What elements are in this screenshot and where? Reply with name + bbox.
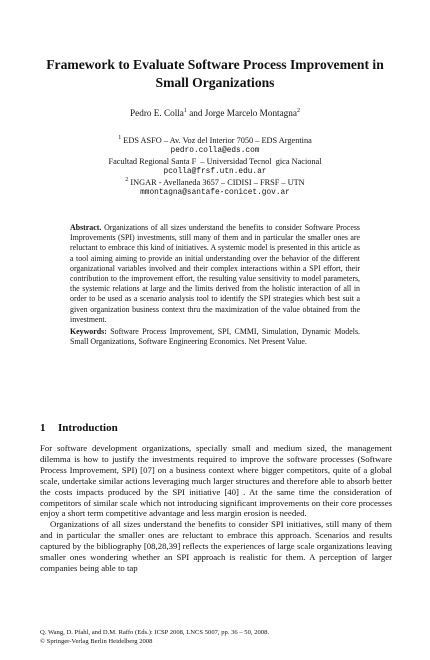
author-email: pcolla@frsf.utn.edu.ar <box>163 168 267 177</box>
paper-title: Framework to Evaluate Software Process Improvement in Small Organizations <box>46 57 384 90</box>
abstract-text: Organizations of all sizes understand the benefits to consider Software Process Improvements (SPI) investments, still many of them and in particular the smaller ones are reluctant to embrace this kind of initiatives. A systemic model is presented in this article as a tool aiming aiming to provide an initial understanding over the behavior of the different organizational variables involved and their complex interactions within a SPI effort, their contribution to the improvement effort, the resulting value sensitivity to model parameters, the systemic relations at large and the limits derived from the holistic interaction of all in order to be used as a scenario analysis tool to identify the SPI strategies which best suit a given organization business context thru the maximization of the value obtained from the investment. <box>70 223 360 324</box>
affiliation-line <box>20 178 410 188</box>
affiliation-superscript: 2 <box>125 176 129 183</box>
author-name: Jorge Marcelo Montagna <box>204 108 297 118</box>
body-text <box>40 443 392 574</box>
abstract <box>70 223 360 325</box>
citation-line: Q. Wang, D. Pfahl, and D.M. Raffo (Eds.): ICSP 2008, LNCS 5007, pp. 36 – 50, 2008. <box>40 629 270 636</box>
author-email: mmontagna@santafe-conicet.gov.ar <box>140 189 290 198</box>
author-conjunction: and <box>186 108 205 118</box>
affiliation-text: EDS ASFO – Av. Voz del Interior 7050 – EDS Argentina <box>121 136 312 145</box>
abstract-label: Abstract. <box>70 223 102 232</box>
affiliation-line: Facultad Regional Santa F – Universidad Tecnol gica Nacional <box>108 156 322 166</box>
section-heading <box>40 422 118 434</box>
affiliation-line <box>20 136 410 146</box>
author-line <box>20 108 410 118</box>
page-footer <box>40 628 400 646</box>
body-paragraph: For software development organizations, specially small and medium sized, the management dilemma is how to justify the investments required to improve the software processes (Software Process Improvement, SPI) [07] on a business context where bigger competitors, quite of a global scale, undertake similar actions leveraging much larger structures and therefore able to absorb better the costs impacts produced by the SPI initiative [40] . At the same time the consideration of competitors of similar scale which not introducing significant improvements on their core processes enjoy a short term competitive advantage and less margin erosion is needed. <box>40 443 392 519</box>
keywords <box>70 327 360 347</box>
body-paragraph: Organizations of all sizes understand the benefits to consider SPI initiatives, still many of them and in particular the smaller ones are reluctant to embrace this approach. Scenarios and results captured by the bibliography [08,28,39] reflects the experiences of large scale organizations leaving smaller ones wondering whether an SPI approach is realistic for them. A perception of larger companies being able to tap <box>40 519 392 573</box>
copyright-line: © Springer-Verlag Berlin Heidelberg 2008 <box>40 638 153 645</box>
section-title: Introduction <box>58 422 118 434</box>
affiliations <box>20 136 410 198</box>
affiliation-superscript: 1 <box>118 135 122 142</box>
keywords-label: Keywords: <box>70 327 107 336</box>
author-superscript: 2 <box>296 107 300 114</box>
affiliation-text: INGAR - Avellaneda 3657 – CIDISI – FRSF – UTN <box>128 177 305 187</box>
author-name: Pedro E. Colla <box>130 108 184 118</box>
author-email: pedro.colla@eds.com <box>170 147 260 156</box>
section-number: 1 <box>40 422 46 434</box>
author-superscript: 1 <box>183 107 187 114</box>
keywords-text: Software Process Improvement, SPI, CMMI, Simulation, Dynamic Models. Small Organizations, Software Engineering Economics. Net Present Value. <box>70 327 360 347</box>
